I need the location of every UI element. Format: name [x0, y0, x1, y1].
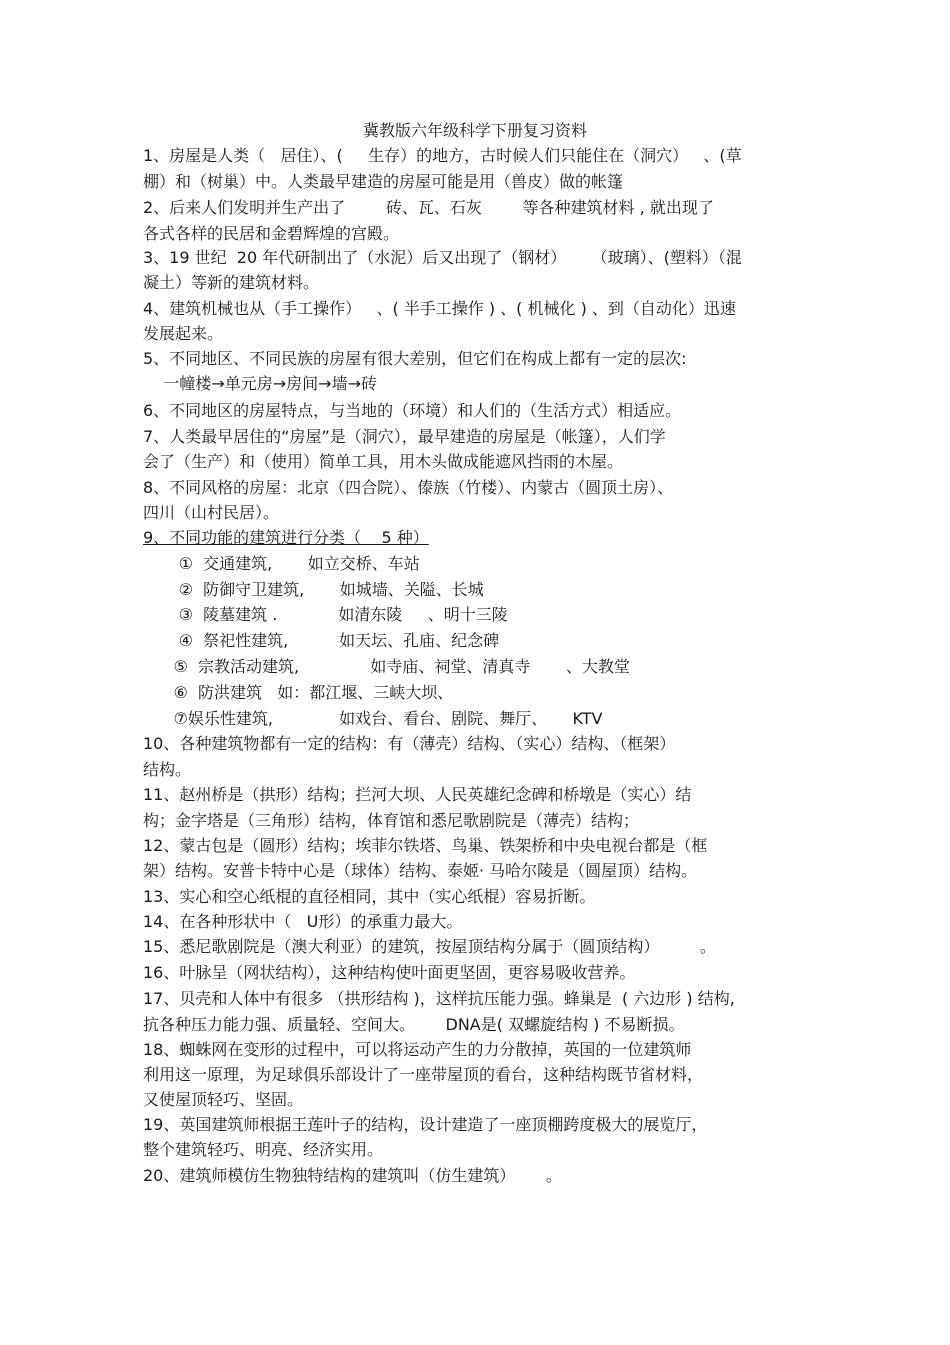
text-line: 7、人类最早居住的“房屋”是（洞穴），最早建造的房屋是（帐篷），人们学	[143, 427, 666, 446]
text-line: 四川（山村民居）。	[143, 503, 280, 522]
text-line: 6、不同地区的房屋特点，与当地的（环境）和人们的（生活方式）相适应。	[143, 401, 682, 420]
text-line: 架）结构。安普卡特中心是（球体）结构、泰姬· 马哈尔陵是（圆屋顶）结构。	[143, 861, 698, 880]
text-line: ② 防御守卫建筑, 如城墙、关隘、长城	[143, 580, 484, 599]
document-title: 冀教版六年级科学下册复习资料	[362, 121, 587, 140]
text-line: 各式各样的民居和金碧辉煌的宫殿。	[143, 224, 400, 243]
text-line: 棚）和（树巢）中。人类最早建造的房屋可能是用（兽皮）做的帐篷	[143, 172, 624, 191]
text-line: 10、各种建筑物都有一定的结构：有（薄壳）结构、（实心）结构、（框架）	[143, 734, 676, 753]
text-line: ⑤ 宗教活动建筑, 如寺庙、祠堂、清真寺 、大教堂	[143, 657, 630, 676]
text-line: ③ 陵墓建筑 . 如清东陵 、明十三陵	[143, 605, 508, 624]
text-line: 抗各种压力能力强、质量轻、空间大。 DNA是( 双螺旋结构 ) 不易断损。	[143, 1015, 685, 1034]
text-line: 13、实心和空心纸棍的直径相同，其中（实心纸棍）容易折断。	[143, 887, 596, 906]
text-line: 4、建筑机械也从（手工操作） 、( 半手工操作 ) 、( 机械化 ) 、到（自动化）迅速	[143, 299, 736, 318]
text-line: 3、19 世纪 20 年代研制出了（水泥）后又出现了（钢材） （玻璃）、(塑料）（混	[143, 248, 742, 267]
text-line: 2、后来人们发明并生产出了 砖、瓦、石灰 等各种建筑材料 , 就出现了	[143, 198, 714, 217]
text-line: ④ 祭祀性建筑, 如天坛、孔庙、纪念碑	[143, 631, 500, 650]
text-line: 1、房屋是人类（ 居住）、( 生存）的地方，古时候人们只能住在（洞穴） 、(草	[143, 146, 742, 165]
text-line: 发展起来。	[143, 324, 224, 343]
text-line: 20、建筑师模仿生物独特结构的建筑叫（仿生建筑） 。	[143, 1166, 562, 1185]
text-line: 19、英国建筑师根据王莲叶子的结构，设计建造了一座顶棚跨度极大的展览厅，	[143, 1115, 708, 1134]
text-line: 凝土）等新的建筑材料。	[143, 273, 320, 292]
text-line: 15、悉尼歌剧院是（澳大利亚）的建筑，按屋顶结构分属于（圆顶结构） 。	[143, 937, 717, 956]
text-line: ⑦娱乐性建筑, 如戏台、看台、剧院、舞厅、 KTV	[143, 709, 603, 728]
text-line: 9、不同功能的建筑进行分类（ 5 种）	[143, 528, 429, 547]
text-line: 一幢楼→单元房→房间→墙→砖	[143, 374, 377, 393]
text-line: 18、蜘蛛网在变形的过程中，可以将运动产生的力分散掉，英国的一位建筑师	[143, 1040, 692, 1059]
text-line: 14、在各种形状中（ U形）的承重力最大。	[143, 912, 463, 931]
text-line: 结构。	[143, 760, 192, 779]
text-line: 整个建筑轻巧、明亮、经济实用。	[143, 1140, 384, 1159]
text-line: 12、蒙古包是（圆形）结构；埃菲尔铁塔、鸟巢、铁架桥和中央电视台都是（框	[143, 836, 708, 855]
text-line: 构；金字塔是（三角形）结构，体育馆和悉尼歌剧院是（薄壳）结构；	[143, 811, 640, 830]
text-line: 11、赵州桥是（拱形）结构；拦河大坝、人民英雄纪念碑和桥墩是（实心）结	[143, 785, 692, 804]
text-line: ① 交通建筑, 如立交桥、车站	[143, 554, 420, 573]
text-line: 8、不同风格的房屋：北京（四合院）、傣族（竹楼）、内蒙古（圆顶土房）、	[143, 478, 674, 497]
text-line: 又使屋顶轻巧、坚固。	[143, 1090, 304, 1109]
text-line: 利用这一原理，为足球俱乐部设计了一座带屋顶的看台，这种结构既节省材料，	[143, 1065, 704, 1084]
text-line: 会了（生产）和（使用）简单工具，用木头做成能遮风挡雨的木屋。	[143, 452, 624, 471]
text-line: ⑥ 防洪建筑 如：都江堰、三峡大坝、	[143, 683, 454, 702]
text-line: 16、叶脉呈（网状结构），这种结构使叶面更坚固，更容易吸收营养。	[143, 963, 636, 982]
text-line: 5、不同地区、不同民族的房屋有很大差别，但它们在构成上都有一定的层次:	[143, 349, 687, 368]
text-line: 17、贝壳和人体中有很多 （拱形结构 )，这样抗压能力强。蜂巢是 ( 六边形 ) 结构,	[143, 989, 735, 1008]
